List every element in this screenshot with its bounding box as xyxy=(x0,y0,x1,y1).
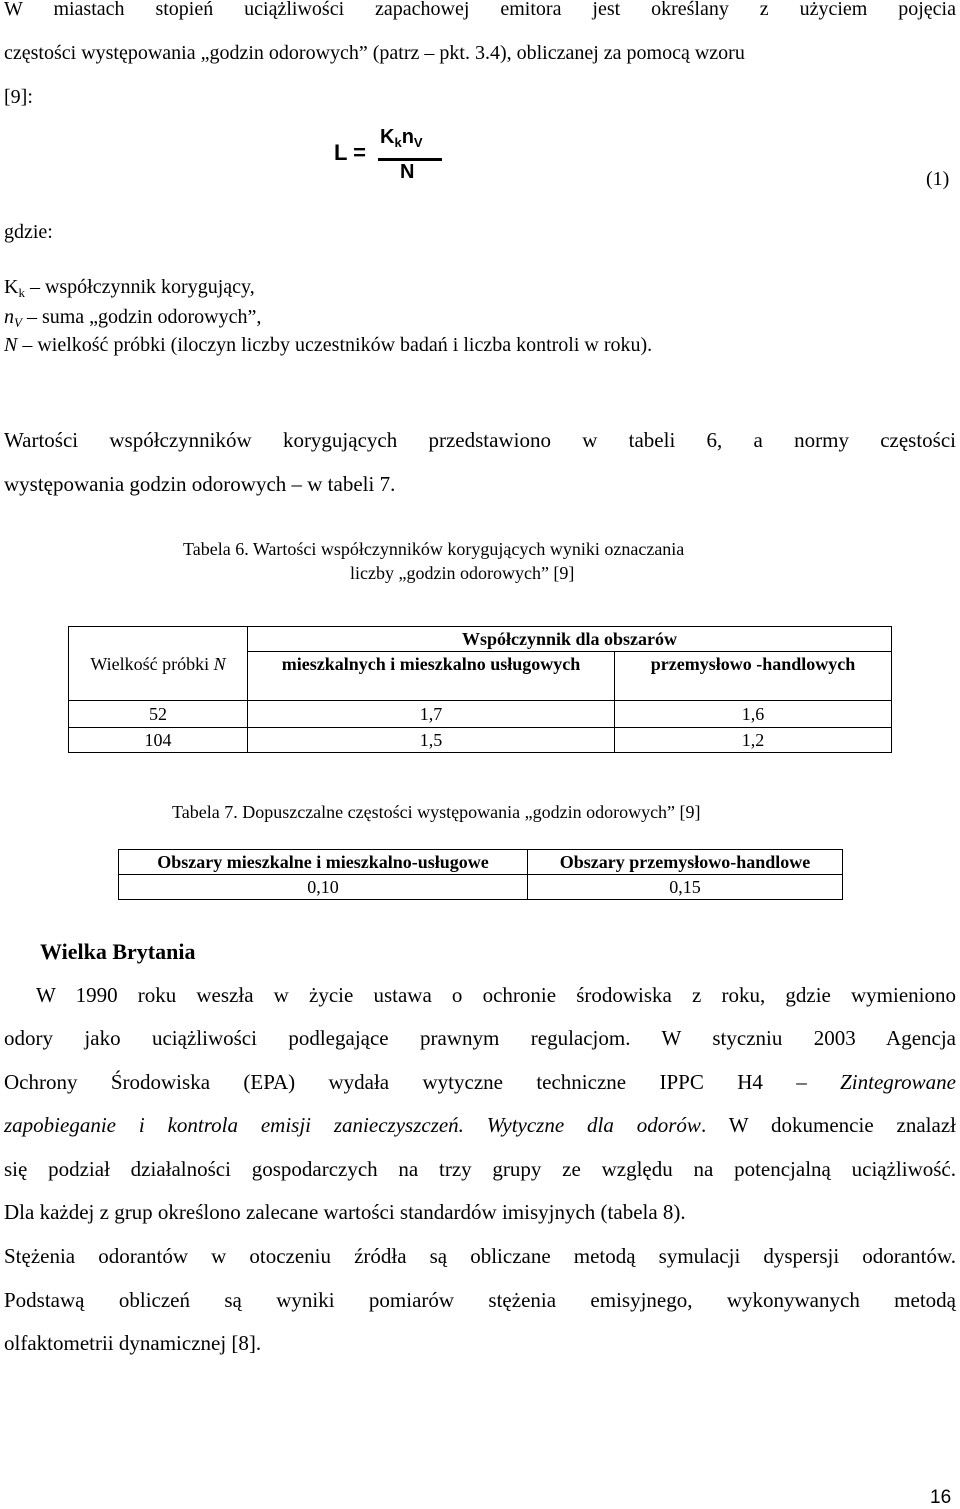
intro-line-1: W miastach stopień uciążliwości zapachowej emitora jest określany z użyciem pojęcia xyxy=(4,0,956,20)
table-6 xyxy=(68,626,892,753)
section-line-9: olfaktometrii dynamicznej [8]. xyxy=(4,1331,262,1355)
table6-group-header: Współczynnik dla obszarów xyxy=(248,627,892,652)
table-row: 0,10 0,15 xyxy=(119,875,843,900)
section-line-5: się podział działalności gospodarczych na trzy grupy ze względu na potencjalną uciążliwość. xyxy=(4,1157,956,1181)
section-line-6: Dla każdej z grup określono zalecane wartości standardów imisyjnych (tabela 8). xyxy=(4,1200,686,1224)
definition-nv: $n_V$ – suma „godzin odorowych”, xyxy=(4,306,262,330)
section-heading: Wielka Brytania xyxy=(40,939,196,964)
table6-col1-header: Wielkość próbki N xyxy=(69,627,248,701)
section-line-4: zapobieganie i kontrola emisji zanieczyszczeń. Wytyczne dla odorów. W dokumencie znalazł xyxy=(4,1113,956,1137)
formula-denominator: N xyxy=(400,161,415,183)
formula-numerator: $K_kn_V$ xyxy=(380,126,423,150)
table-row: 52 1,7 1,6 xyxy=(69,701,892,728)
section-line-8: Podstawą obliczeń są wyniki pomiarów stężenia emisyjnego, wykonywanych metodą xyxy=(4,1288,956,1312)
table6-subheader-industrial: przemysłowo -handlowych xyxy=(615,652,892,701)
intro-line-2: częstości występowania „godzin odorowych” (patrz – pkt. 3.4), obliczanej za pomocą wzoru xyxy=(4,42,745,64)
formula-number: (1) xyxy=(926,168,950,190)
page-number: 16 xyxy=(930,1487,952,1508)
para1-line-2: występowania godzin odorowych – w tabeli 7. xyxy=(4,472,396,496)
formula-lhs: L = xyxy=(334,140,367,165)
definition-n: N – wielkość próbki (iloczyn liczby uczestników badań i liczba kontroli w roku). xyxy=(4,334,653,356)
section-line-1: W 1990 roku weszła w życie ustawa o ochronie środowiska z roku, gdzie wymieniono xyxy=(36,983,956,1007)
table6-subheader-residential: mieszkalnych i mieszkalno usługowych xyxy=(248,652,615,701)
section-line-2: odory jako uciążliwości podlegające prawnym regulacjom. W styczniu 2003 Agencja xyxy=(4,1026,956,1050)
section-line-3: Ochrony Środowiska (EPA) wydała wytyczne techniczne IPPC H4 – Zintegrowane xyxy=(4,1070,956,1094)
table6-caption-line2: liczby „godzin odorowych” [9] xyxy=(350,563,575,583)
table7-caption: Tabela 7. Dopuszczalne częstości występowania „godzin odorowych” [9] xyxy=(172,802,701,822)
definition-kk: $K_k$ – współczynnik korygujący, xyxy=(4,276,255,300)
gdzie-label: gdzie: xyxy=(4,221,53,243)
formula xyxy=(334,128,444,186)
section-line-7: Stężenia odorantów w otoczeniu źródła są obliczane metodą symulacji dyspersji odorantów. xyxy=(4,1244,956,1268)
table7-header-residential: Obszary mieszkalne i mieszkalno-usługowe xyxy=(119,850,528,875)
table-7 xyxy=(118,849,843,900)
table7-header-industrial: Obszary przemysłowo-handlowe xyxy=(528,850,843,875)
para1-line-1: Wartości współczynników korygujących przedstawiono w tabeli 6, a normy częstości xyxy=(4,428,956,452)
table6-caption: Tabela 6. Wartości współczynników korygujących wyniki oznaczania xyxy=(183,539,685,559)
table-row: 104 1,5 1,2 xyxy=(69,728,892,753)
intro-line-3: [9]: xyxy=(4,86,33,108)
